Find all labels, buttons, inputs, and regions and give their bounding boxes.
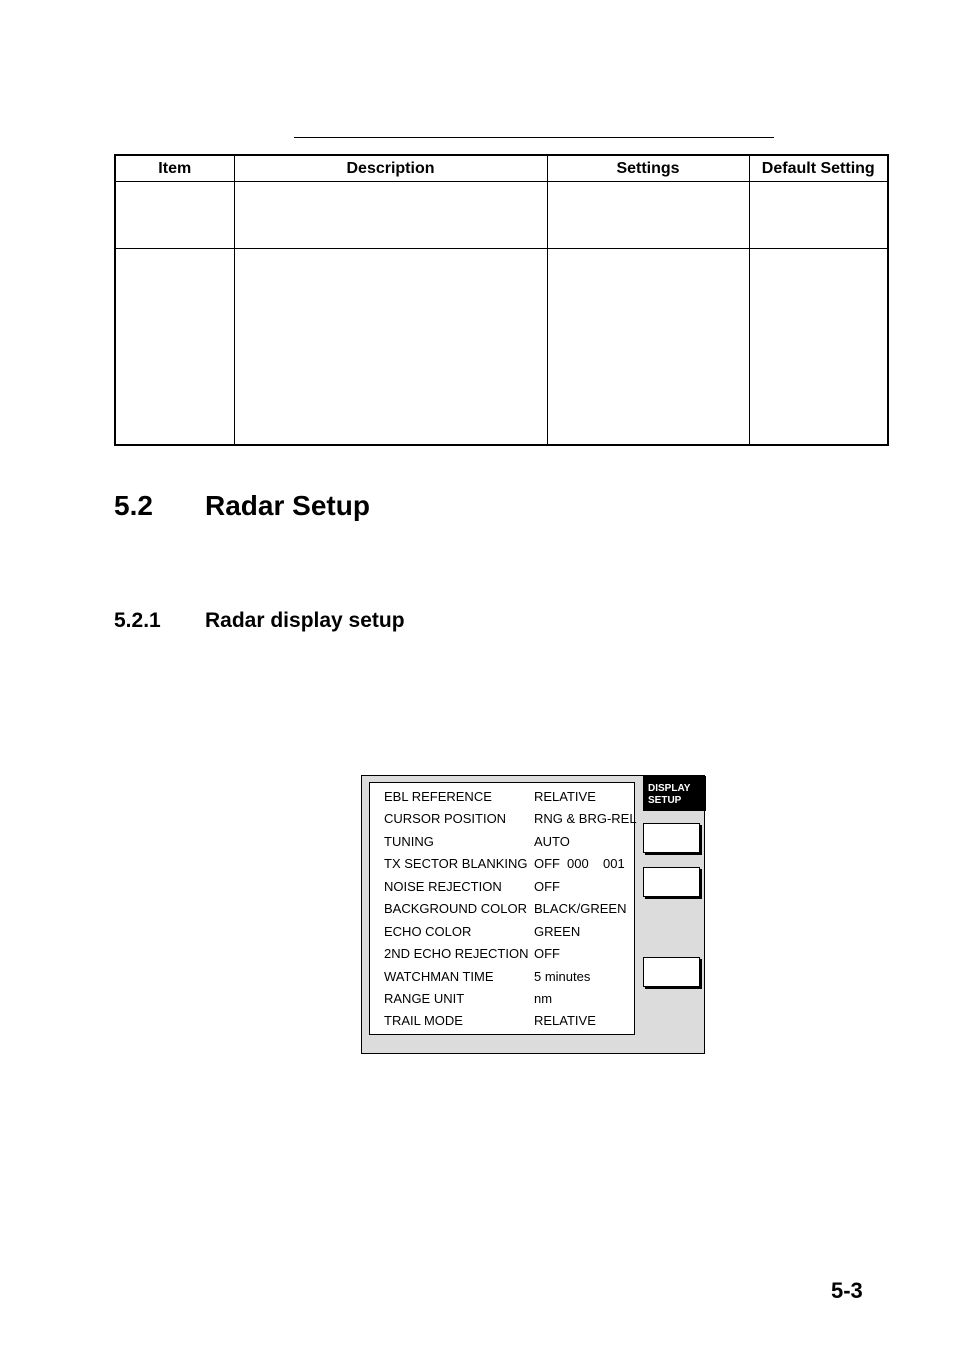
menu-item-cursor-position[interactable] — [384, 809, 637, 829]
table-header-row — [115, 155, 888, 182]
menu-item-label: BACKGROUND COLOR — [384, 901, 528, 916]
header-default-setting: Default Setting — [749, 155, 888, 182]
menu-item-value: RELATIVE — [534, 789, 596, 804]
menu-item-label: ECHO COLOR — [384, 924, 472, 939]
menu-item-noise-rejection[interactable] — [384, 877, 634, 897]
menu-item-label: NOISE REJECTION — [384, 879, 502, 894]
menu-item-ebl-reference[interactable] — [384, 787, 634, 807]
header-description: Description — [234, 155, 547, 182]
menu-item-tx-sector-blanking[interactable] — [384, 854, 634, 874]
table-cell — [749, 249, 888, 446]
settings-table — [114, 154, 889, 446]
menu-item-label: 2ND ECHO REJECTION — [384, 946, 529, 961]
menu-item-value: RELATIVE — [534, 1013, 596, 1028]
menu-item-value: BLACK/GREEN — [534, 901, 627, 916]
subsection-heading — [114, 609, 405, 633]
menu-item-trail-mode[interactable] — [384, 1011, 634, 1031]
title-line-2: SETUP — [648, 795, 682, 806]
menu-item-label: TX SECTOR BLANKING — [384, 856, 528, 871]
display-setup-menu — [369, 782, 635, 1035]
section-title: Radar Setup — [205, 490, 370, 521]
subsection-title: Radar display setup — [205, 609, 405, 632]
menu-item-label: CURSOR POSITION — [384, 811, 507, 826]
section-heading — [114, 490, 370, 522]
menu-item-range-unit[interactable] — [384, 989, 634, 1009]
menu-item-value: AUTO — [534, 834, 570, 849]
display-setup-title-tab — [643, 776, 706, 811]
soft-key-3[interactable] — [643, 957, 700, 987]
menu-item-label: TUNING — [384, 834, 434, 849]
table-cell — [749, 182, 888, 249]
menu-item-value: 5 minutes — [534, 969, 591, 984]
menu-item-value: OFF — [534, 946, 560, 961]
menu-item-value: nm — [534, 991, 553, 1006]
header-rule — [294, 137, 774, 138]
soft-key-2[interactable] — [643, 867, 700, 897]
menu-item-tuning[interactable] — [384, 832, 634, 852]
table-cell — [234, 249, 547, 446]
subsection-number: 5.2.1 — [114, 609, 161, 632]
table-row — [115, 182, 888, 249]
blanking-start: 000 — [567, 856, 589, 871]
table-cell — [547, 249, 749, 446]
menu-item-2nd-echo-rejection[interactable] — [384, 944, 634, 964]
blanking-state: OFF — [534, 856, 560, 871]
radar-menu-screen — [361, 775, 705, 1054]
header-item: Item — [115, 155, 234, 182]
menu-item-value: OFF — [534, 879, 560, 894]
menu-item-label: WATCHMAN TIME — [384, 969, 494, 984]
menu-item-echo-color[interactable] — [384, 922, 634, 942]
menu-item-value: GREEN — [534, 924, 581, 939]
table-row — [115, 249, 888, 446]
header-settings: Settings — [547, 155, 749, 182]
menu-item-watchman-time[interactable] — [384, 967, 634, 987]
menu-item-label: TRAIL MODE — [384, 1013, 463, 1028]
section-number: 5.2 — [114, 490, 153, 521]
table-cell — [115, 249, 234, 446]
table-cell — [115, 182, 234, 249]
menu-item-label: EBL REFERENCE — [384, 789, 492, 804]
menu-item-value: RNG & BRG-REL — [534, 811, 637, 826]
menu-item-label: RANGE UNIT — [384, 991, 465, 1006]
page-number: 5-3 — [831, 1278, 863, 1303]
blanking-end: 001 — [603, 856, 625, 871]
menu-item-background-color[interactable] — [384, 899, 634, 919]
soft-key-1[interactable] — [643, 823, 700, 853]
title-line-1: DISPLAY — [648, 783, 691, 794]
table-cell — [234, 182, 547, 249]
table-cell — [547, 182, 749, 249]
